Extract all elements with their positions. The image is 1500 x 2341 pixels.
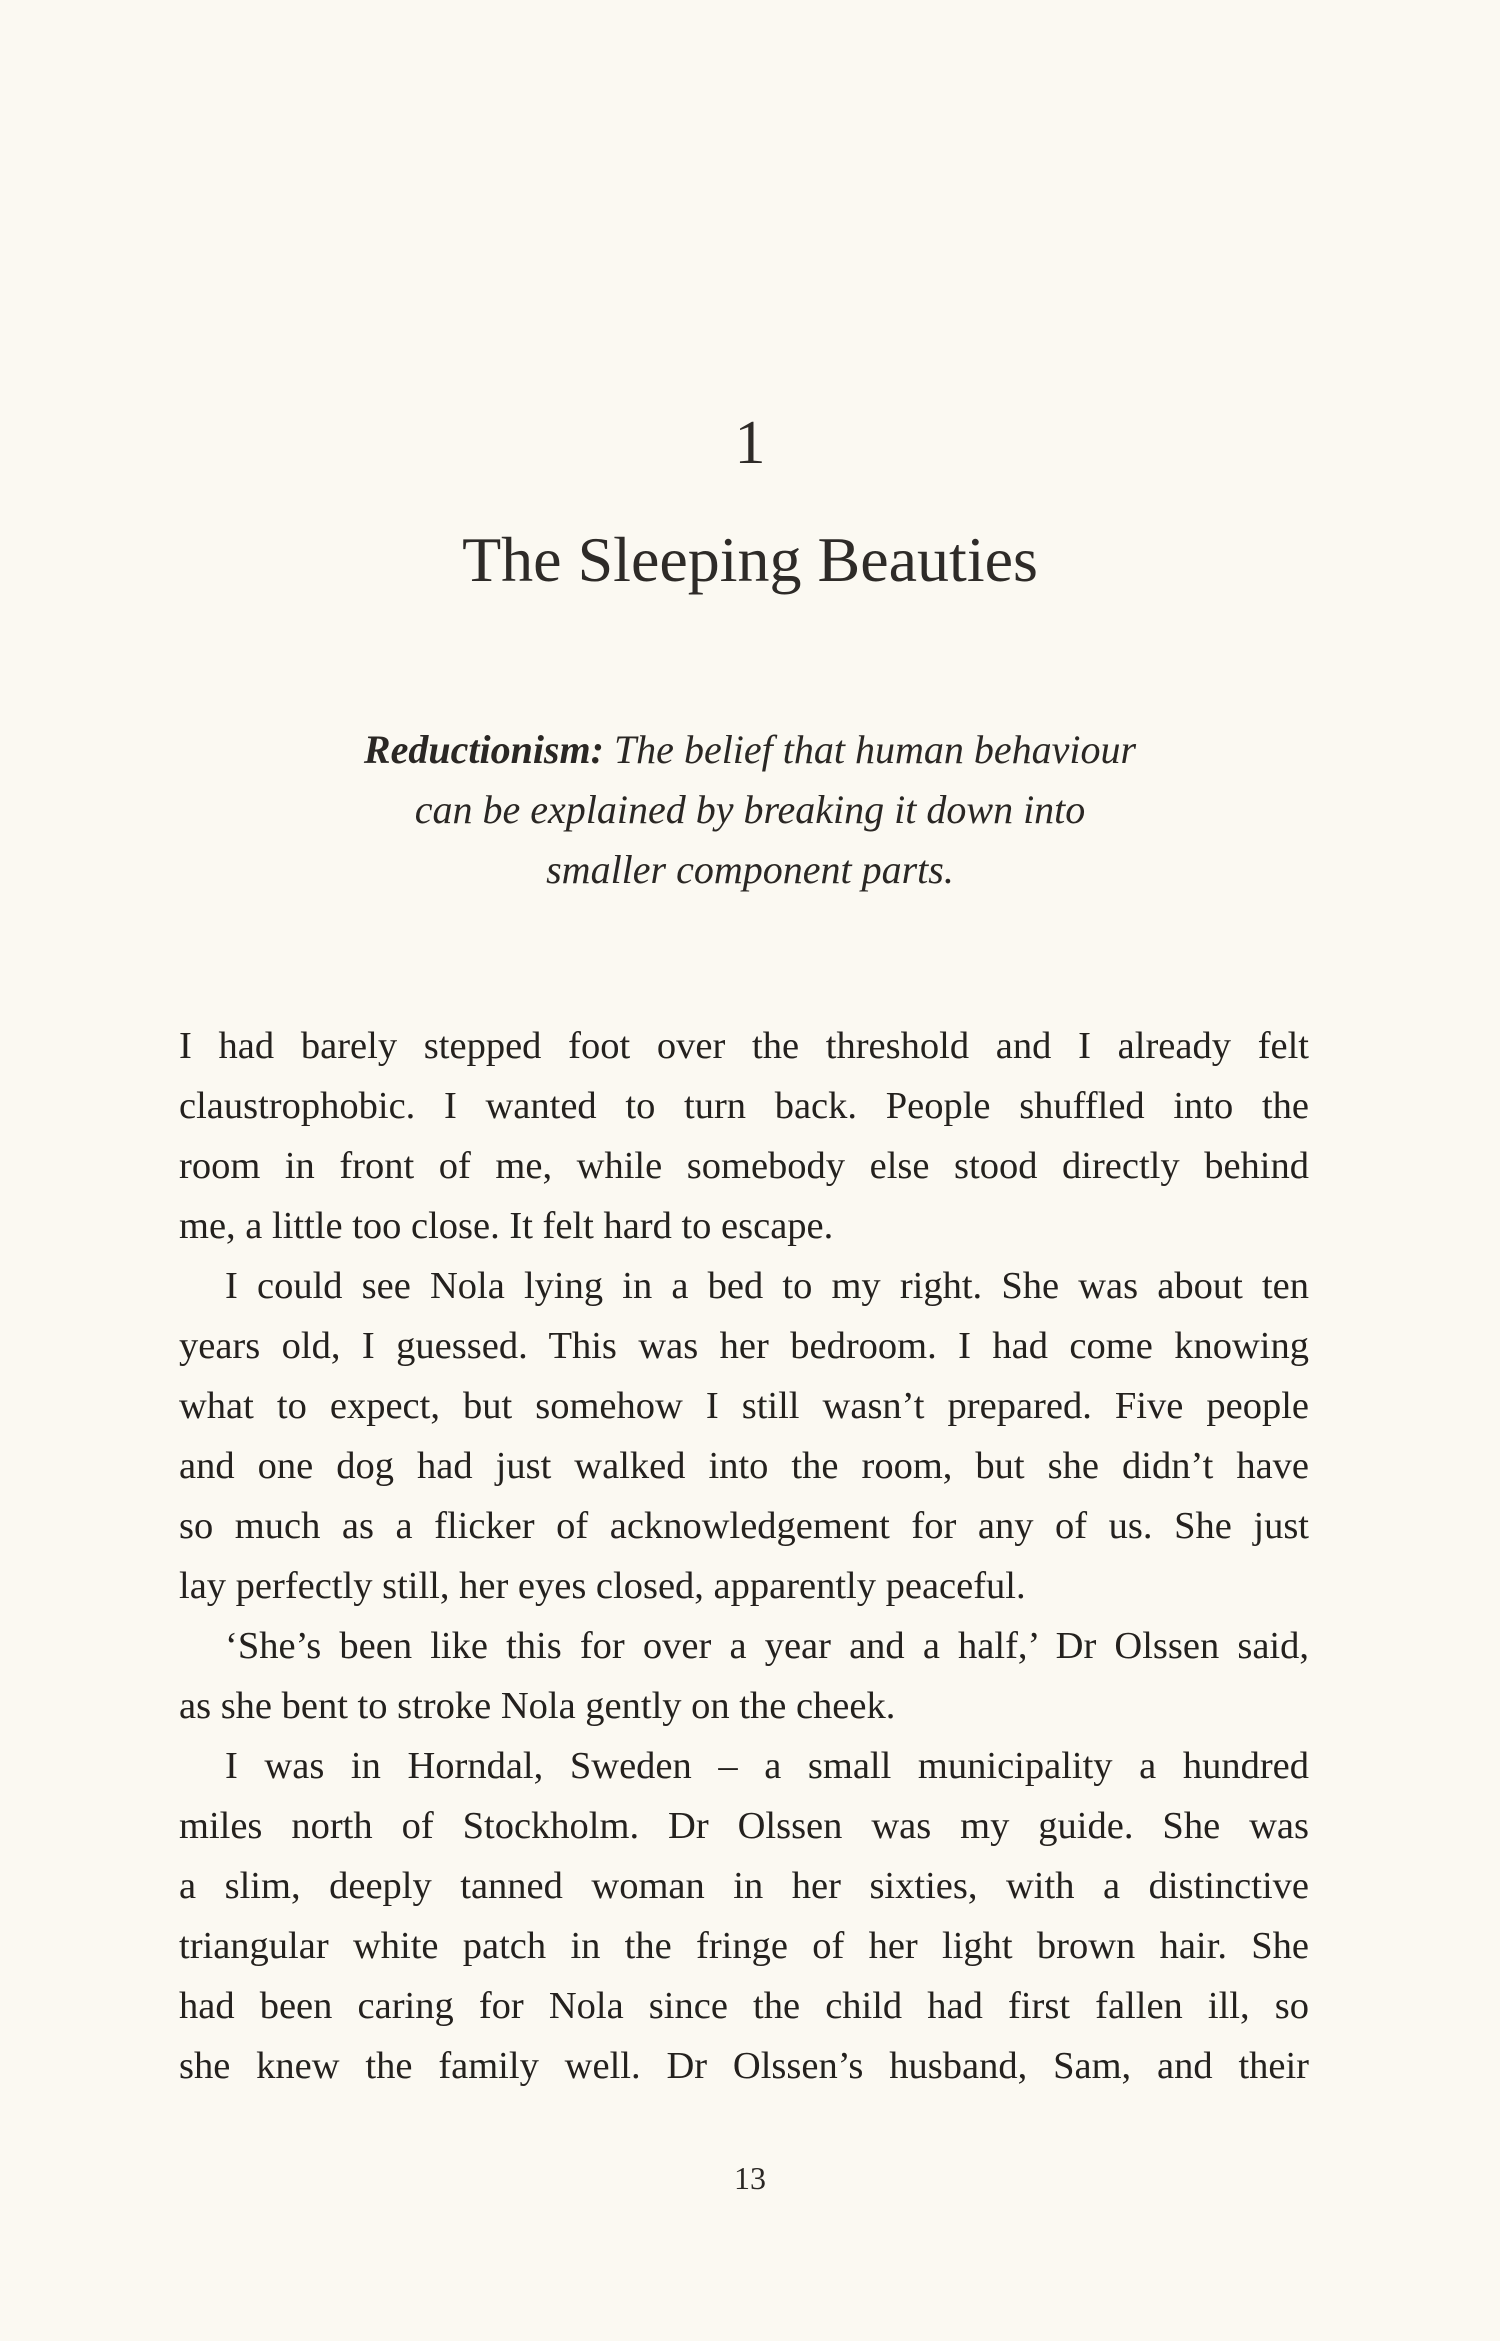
- paragraph-4-line-6: she knew the family well. Dr Olssen’s husband, Sam, and their: [179, 2045, 1309, 2087]
- chapter-number: 1: [734, 409, 766, 477]
- paragraph-4-line-1: I was in Horndal, Sweden – a small municipality a hundred: [225, 1745, 1309, 1787]
- epigraph-definition-start: The belief that human behaviour: [613, 727, 1137, 772]
- paragraph-2-line-5: so much as a flicker of acknowledgement for any of us. She just: [179, 1505, 1309, 1547]
- epigraph: [250, 720, 1250, 900]
- epigraph-line-1: [250, 720, 1250, 780]
- paragraph-2-line-1: I could see Nola lying in a bed to my right. She was about ten: [225, 1265, 1309, 1307]
- paragraph-2-line-3: what to expect, but somehow I still wasn’t prepared. Five people: [179, 1385, 1309, 1427]
- page-number: 13: [734, 2160, 766, 2196]
- epigraph-line-3: smaller component parts.: [546, 847, 954, 892]
- paragraph-2-line-6: lay perfectly still, her eyes closed, apparently peaceful.: [179, 1565, 1026, 1607]
- paragraph-4-line-4: triangular white patch in the fringe of her light brown hair. She: [179, 1925, 1309, 1967]
- paragraph-1-line-2: claustrophobic. I wanted to turn back. People shuffled into the: [179, 1085, 1309, 1127]
- paragraph-2-line-2: years old, I guessed. This was her bedroom. I had come knowing: [179, 1325, 1309, 1367]
- paragraph-4-line-3: a slim, deeply tanned woman in her sixties, with a distinctive: [179, 1865, 1309, 1907]
- paragraph-1-line-1: I had barely stepped foot over the threshold and I already felt: [179, 1025, 1309, 1067]
- body-text: [179, 1016, 1309, 2096]
- paragraph-1-line-4: me, a little too close. It felt hard to escape.: [179, 1205, 834, 1247]
- epigraph-term: Reductionism:: [363, 727, 604, 772]
- paragraph-4-line-2: miles north of Stockholm. Dr Olssen was my guide. She was: [179, 1805, 1309, 1847]
- paragraph-1-line-3: room in front of me, while somebody else stood directly behind: [179, 1145, 1309, 1187]
- chapter-title: The Sleeping Beauties: [462, 524, 1038, 595]
- paragraph-3-line-1: ‘She’s been like this for over a year and a half,’ Dr Olssen said,: [225, 1625, 1309, 1667]
- epigraph-line-2: can be explained by breaking it down into: [414, 787, 1086, 832]
- paragraph-2-line-4: and one dog had just walked into the room, but she didn’t have: [179, 1445, 1309, 1487]
- paragraph-4-line-5: had been caring for Nola since the child had first fallen ill, so: [179, 1985, 1309, 2027]
- paragraph-3-line-2: as she bent to stroke Nola gently on the cheek.: [179, 1685, 896, 1727]
